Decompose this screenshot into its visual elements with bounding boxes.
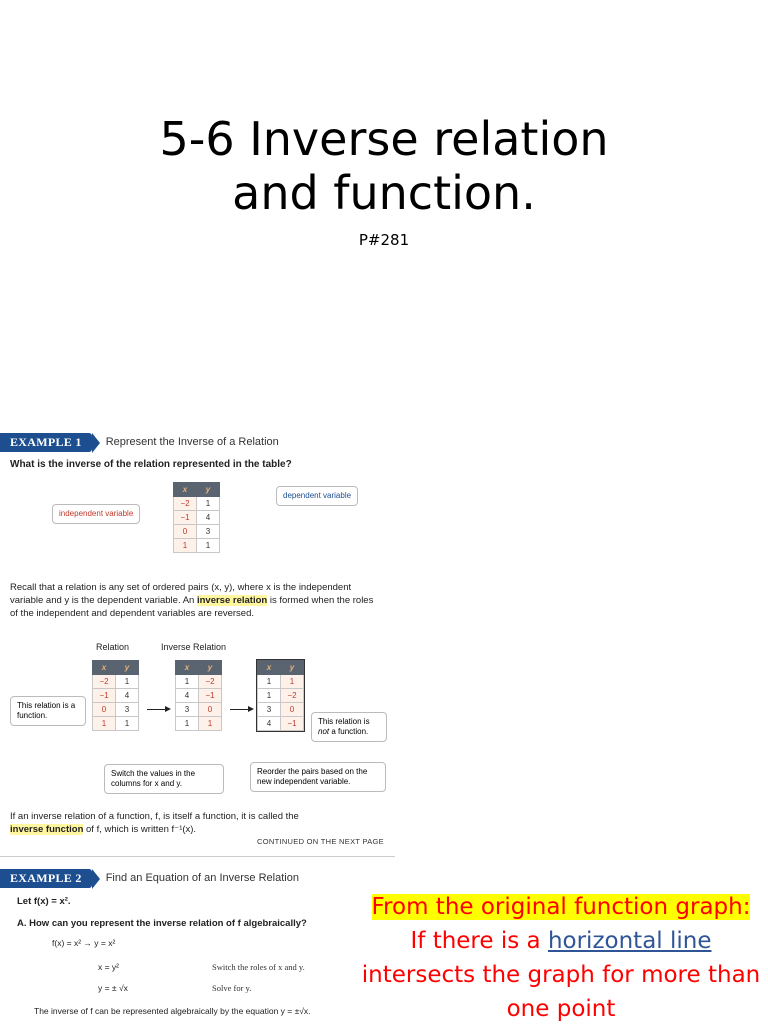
example2-heading: Find an Equation of an Inverse Relation <box>105 872 299 884</box>
example1-question: What is the inverse of the relation represented in the table? <box>10 459 292 470</box>
slide-title <box>0 112 768 220</box>
example1-header <box>0 432 279 452</box>
note-line3: intersects the graph for more than <box>361 962 761 988</box>
example2-image <box>0 866 395 1024</box>
example2-step3-note: Solve for y. <box>212 983 252 993</box>
note-line2: If there is a horizontal line <box>410 928 712 954</box>
arrow-right-2 <box>230 709 252 710</box>
callout-dependent: dependent variable <box>276 486 358 506</box>
note-line1: From the original function graph: <box>371 894 751 920</box>
example1-badge: EXAMPLE 1 <box>0 433 92 452</box>
example1-final: If an inverse relation of a function, f, is itself a function, it is called the inverse function of f, which is written f⁻¹(x). <box>10 811 299 835</box>
term-inverse-relation: inverse relation <box>196 595 268 606</box>
example2-badge: EXAMPLE 2 <box>0 869 92 888</box>
slide-title-line2: and function. <box>232 166 536 220</box>
example2-step2: x = y² <box>98 962 120 972</box>
example1-image <box>0 428 395 858</box>
arrow-right-1 <box>147 709 169 710</box>
horizontal-line-link[interactable]: horizontal line <box>547 928 712 954</box>
example2-step1: f(x) = x² → y = x² <box>52 938 116 948</box>
example1-table: x y −2 1 −1 4 0 3 1 1 <box>173 482 220 553</box>
callout-independent: independent variable <box>52 504 140 524</box>
example2-step2-note: Switch the roles of x and y. <box>212 962 305 972</box>
slide-subtitle: P#281 <box>358 231 410 249</box>
label-relation: Relation <box>96 642 130 652</box>
example2-header <box>0 868 299 888</box>
example2-conclusion: The inverse of f can be represented algebraically by the equation y = ±√x. <box>34 1006 311 1016</box>
divider <box>0 856 395 857</box>
example2-step3: y = ± √x <box>98 983 128 993</box>
example1-paragraph: Recall that a relation is any set of ordered pairs (x, y), where x is the independent variable and y is the dependent variable. An inverse relation is formed when the roles of the independent and dependent variables are reversed. <box>10 582 374 619</box>
slide-title-line1: 5-6 Inverse relation <box>159 112 609 166</box>
note-line4: one point <box>506 996 616 1022</box>
inverse-table: x y 1 −2 4 −1 3 0 1 1 <box>175 660 222 731</box>
horizontal-line-test-note <box>358 890 764 1026</box>
example2-part-a: A. How can you represent the inverse relation of f algebraically? <box>17 918 307 929</box>
continued-label: CONTINUED ON THE NEXT PAGE <box>257 837 384 846</box>
example1-heading: Represent the Inverse of a Relation <box>105 436 279 448</box>
example2-let: Let f(x) = x². <box>17 896 71 907</box>
callout-reorder: Reorder the pairs based on the new independent variable. <box>250 762 386 792</box>
callout-switch: Switch the values in the columns for x and y. <box>104 764 224 794</box>
reordered-table: x y 1 1 1 −2 3 0 4 −1 <box>257 660 304 731</box>
callout-not-function: This relation is not a function. <box>311 712 387 742</box>
callout-is-function: This relation is a function. <box>10 696 86 726</box>
term-inverse-function: inverse function <box>10 824 84 835</box>
label-inverse-relation: Inverse Relation <box>161 642 227 652</box>
relation-table: x y −2 1 −1 4 0 3 1 1 <box>92 660 139 731</box>
